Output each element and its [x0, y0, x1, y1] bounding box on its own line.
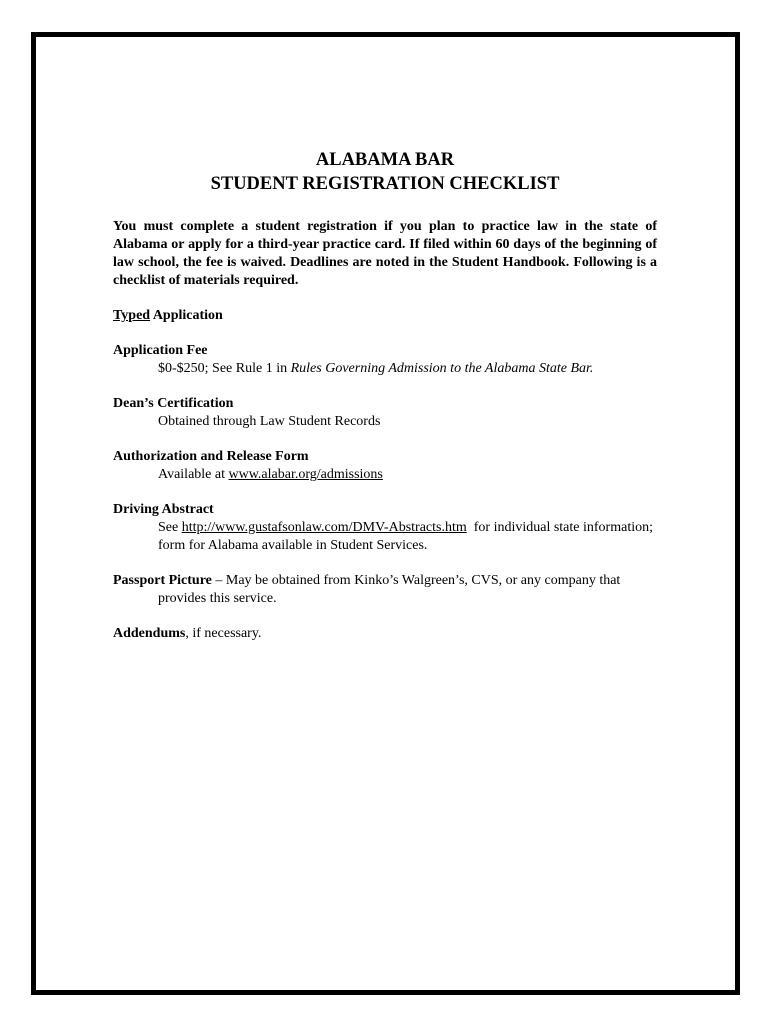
deans-certification-detail: Obtained through Law Student Records: [158, 414, 381, 429]
authorization-text: Available at: [158, 467, 229, 482]
deans-certification-heading: Dean’s Certification: [113, 396, 234, 411]
addendums-heading: Addendums: [113, 626, 186, 641]
typed-application-item: [113, 307, 657, 325]
application-label: Application: [150, 308, 223, 323]
authorization-item: [113, 448, 657, 484]
title-line-2: STUDENT REGISTRATION CHECKLIST: [210, 174, 560, 194]
authorization-detail: [113, 466, 657, 484]
passport-picture-detail: – May be obtained from Kinko’s Walgreen’s, CVS, or any company that provides this service.: [158, 573, 621, 606]
gustafsonlaw-link[interactable]: http://www.gustafsonlaw.com/DMV-Abstracts.htm: [181, 520, 467, 535]
driving-abstract-heading: Driving Abstract: [113, 502, 214, 517]
driving-abstract-text: See: [158, 520, 182, 535]
addendums-detail: , if necessary.: [185, 626, 262, 641]
deans-certification-item: [113, 395, 657, 431]
document-body: [113, 148, 657, 643]
alabar-admissions-link[interactable]: www.alabar.org/admissions: [228, 467, 383, 482]
application-fee-text: $0-$250; See Rule 1 in: [158, 361, 291, 376]
title-line-1: ALABAMA BAR: [315, 150, 455, 170]
driving-abstract-suffix: for individual state information; form for Alabama available in Student Services.: [158, 520, 657, 553]
intro-paragraph: You must complete a student registration if you plan to practice law in the state of Alabama or apply for a third-year practice card. If filed within 60 days of the beginning of law school, the fee is waived. Deadlines are noted in the Student Handbook. Following is a checklist of materials required.: [113, 219, 657, 288]
rules-reference: Rules Governing Admission to the Alabama State Bar.: [290, 361, 594, 376]
application-fee-heading: Application Fee: [113, 343, 208, 358]
authorization-heading: Authorization and Release Form: [113, 449, 309, 464]
driving-abstract-item: [113, 501, 657, 555]
application-fee-item: [113, 342, 657, 378]
passport-picture-item: [113, 572, 657, 608]
passport-picture-heading: Passport Picture: [113, 573, 212, 588]
addendums-item: [113, 625, 657, 643]
application-fee-detail: [113, 360, 657, 378]
document-title: [113, 148, 657, 196]
driving-abstract-detail: [113, 519, 657, 555]
typed-label: Typed: [113, 308, 151, 323]
